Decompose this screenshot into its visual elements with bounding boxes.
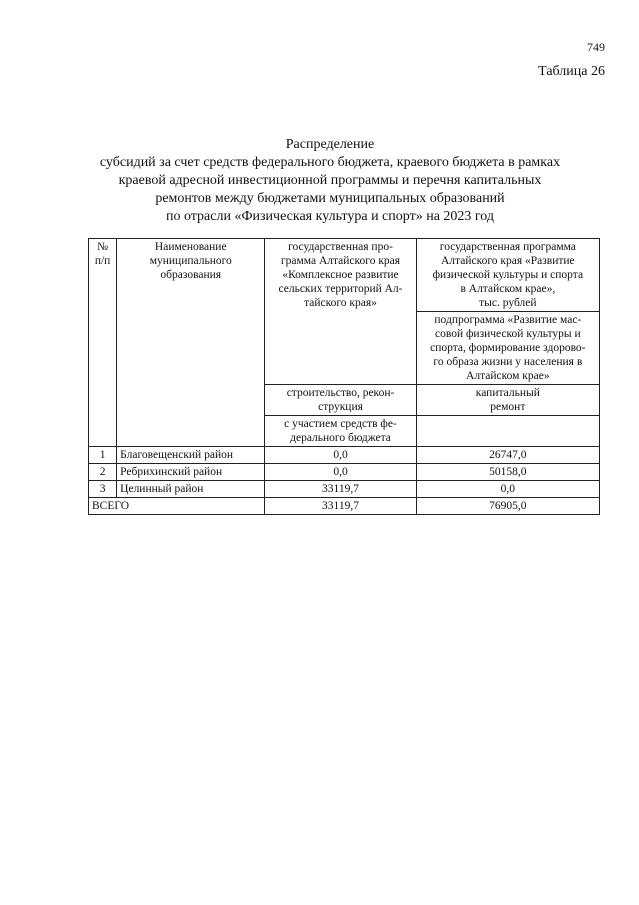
- header-subprogram-line: совой физической культуры и: [434, 328, 581, 340]
- row-repair: 50158,0: [416, 464, 599, 481]
- header-program2-line: Алтайского края «Развитие: [441, 255, 575, 267]
- header-program1-line: грамма Алтайского края: [280, 255, 401, 267]
- title-line: краевой адресной инвестиционной программы и перечня капитальных: [118, 173, 542, 188]
- header-federal-line: с участием средств фе-: [284, 418, 397, 430]
- header-program1-cell: [265, 239, 416, 385]
- row-repair: 0,0: [416, 481, 599, 498]
- header-subprogram-line: подпрограмма «Развитие мас-: [434, 314, 582, 326]
- header-program2-cell: [416, 239, 599, 312]
- row-construction: 33119,7: [265, 481, 416, 498]
- header-program2-line: государственная программа: [439, 241, 576, 253]
- header-name-line: Наименование: [154, 241, 227, 253]
- subsidy-table: [88, 238, 600, 515]
- header-program1-line: «Комплексное развитие: [282, 269, 399, 281]
- total-label: ВСЕГО: [89, 498, 265, 515]
- row-repair: 26747,0: [416, 447, 599, 464]
- header-construction-line: строительство, рекон-: [286, 387, 395, 399]
- header-name-line: образования: [160, 269, 222, 281]
- header-repair-cell: [416, 385, 599, 416]
- title-line: по отрасли «Физическая культура и спорт» на 2023 год: [165, 209, 495, 224]
- header-program2-line: в Алтайском крае»,: [460, 283, 556, 295]
- title-line: Распределение: [285, 137, 375, 152]
- header-num-line: №: [97, 241, 109, 253]
- header-repair-line: капитальный: [475, 387, 540, 399]
- header-construction-cell: [265, 385, 416, 416]
- header-construction-line: струкция: [318, 401, 363, 413]
- row-name: Целинный район: [117, 481, 265, 498]
- header-subprogram-line: го образа жизни у населения в: [433, 356, 583, 368]
- header-empty-cell: [416, 416, 599, 447]
- header-federal-line: дерального бюджета: [290, 432, 391, 444]
- header-subprogram-cell: [416, 312, 599, 385]
- header-name-cell: [117, 239, 265, 447]
- row-name: Ребрихинский район: [117, 464, 265, 481]
- row-name: Благовещенский район: [117, 447, 265, 464]
- row-num: 3: [89, 481, 117, 498]
- header-subprogram-line: спорта, формирование здорово-: [430, 342, 586, 354]
- header-program2-line: тыс. рублей: [479, 297, 537, 309]
- header-num-cell: [89, 239, 117, 447]
- row-num: 2: [89, 464, 117, 481]
- table-row: [89, 447, 600, 464]
- title-line: ремонтов между бюджетами муниципальных образований: [155, 191, 505, 206]
- table-row: [89, 481, 600, 498]
- page-number: 749: [587, 40, 605, 54]
- header-program1-line: тайского края»: [304, 297, 377, 309]
- header-subprogram-line: Алтайском крае»: [466, 370, 550, 382]
- total-row: [89, 498, 600, 515]
- row-construction: 0,0: [265, 464, 416, 481]
- header-repair-line: ремонт: [490, 401, 526, 413]
- header-program1-line: государственная про-: [288, 241, 393, 253]
- row-construction: 0,0: [265, 447, 416, 464]
- header-federal-cell: [265, 416, 416, 447]
- header-program1-line: сельских территорий Ал-: [278, 283, 403, 295]
- row-num: 1: [89, 447, 117, 464]
- total-repair: 76905,0: [416, 498, 599, 515]
- table-row: [89, 464, 600, 481]
- header-program2-line: физической культуры и спорта: [432, 269, 584, 281]
- header-name-line: муниципального: [149, 255, 232, 267]
- header-row: [89, 239, 600, 312]
- header-num-line: п/п: [94, 255, 111, 267]
- total-construction: 33119,7: [265, 498, 416, 515]
- title-line: субсидий за счет средств федерального бюджета, краевого бюджета в рамках: [99, 155, 561, 170]
- table-label: Таблица 26: [538, 64, 605, 79]
- document-title: [60, 136, 600, 226]
